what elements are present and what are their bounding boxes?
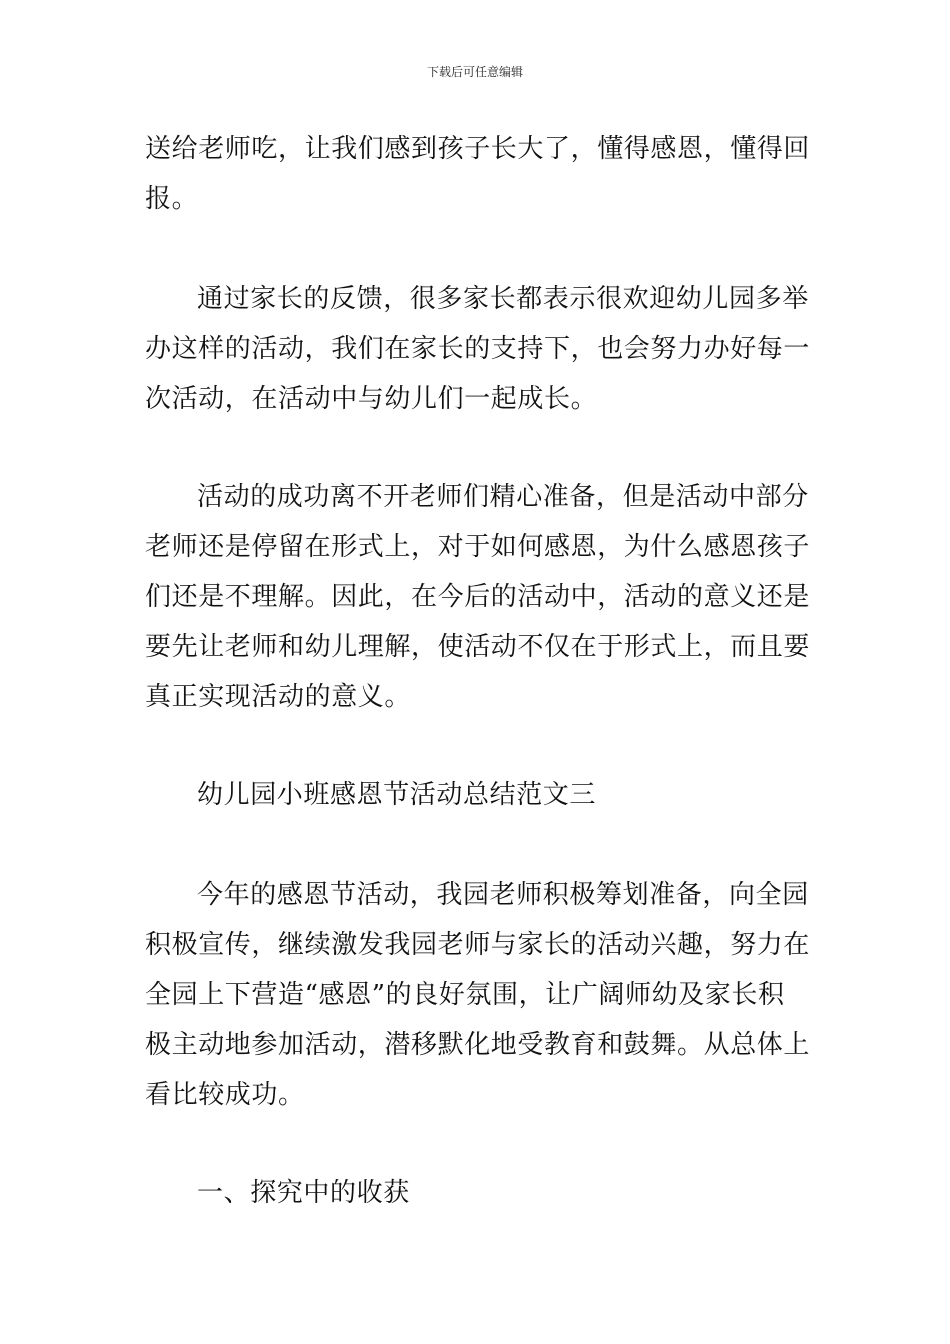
paragraph-line: 积极宣传，继续激发我园老师与家长的活动兴趣，努力在	[145, 930, 811, 960]
paragraph-line: 们还是不理解。因此，在今后的活动中，活动的意义还是	[145, 582, 811, 612]
paragraph-line: 看比较成功。	[145, 1080, 305, 1110]
paragraph-line: 活动的成功离不开老师们精心准备，但是活动中部分	[197, 482, 809, 512]
paragraph-line: 真正实现活动的意义。	[145, 682, 412, 712]
paragraph-line: 通过家长的反馈，很多家长都表示很欢迎幼儿园多举	[197, 284, 809, 314]
paragraph-line: 全园上下营造“感恩”的良好氛围，让广阔师幼及家长积	[145, 980, 785, 1010]
paragraph-line: 报。	[145, 184, 199, 214]
subsection-heading: 一、探究中的收获	[197, 1178, 410, 1208]
paragraph-line: 要先让老师和幼儿理解，使活动不仅在于形式上，而且要	[145, 632, 811, 662]
paragraph-line: 办这样的活动，我们在家长的支持下，也会努力办好每一	[145, 334, 811, 364]
section-heading: 幼儿园小班感恩节活动总结范文三	[197, 780, 597, 810]
paragraph-line: 老师还是停留在形式上，对于如何感恩，为什么感恩孩子	[145, 532, 811, 562]
page-header: 下载后可任意编辑	[426, 65, 523, 79]
paragraph-line: 送给老师吃，让我们感到孩子长大了，懂得感恩，懂得回	[145, 134, 811, 164]
paragraph-line: 极主动地参加活动，潜移默化地受教育和鼓舞。从总体上	[145, 1030, 811, 1060]
paragraph-line: 次活动，在活动中与幼儿们一起成长。	[145, 384, 598, 414]
paragraph-line: 今年的感恩节活动，我园老师积极筹划准备，向全园	[197, 880, 809, 910]
